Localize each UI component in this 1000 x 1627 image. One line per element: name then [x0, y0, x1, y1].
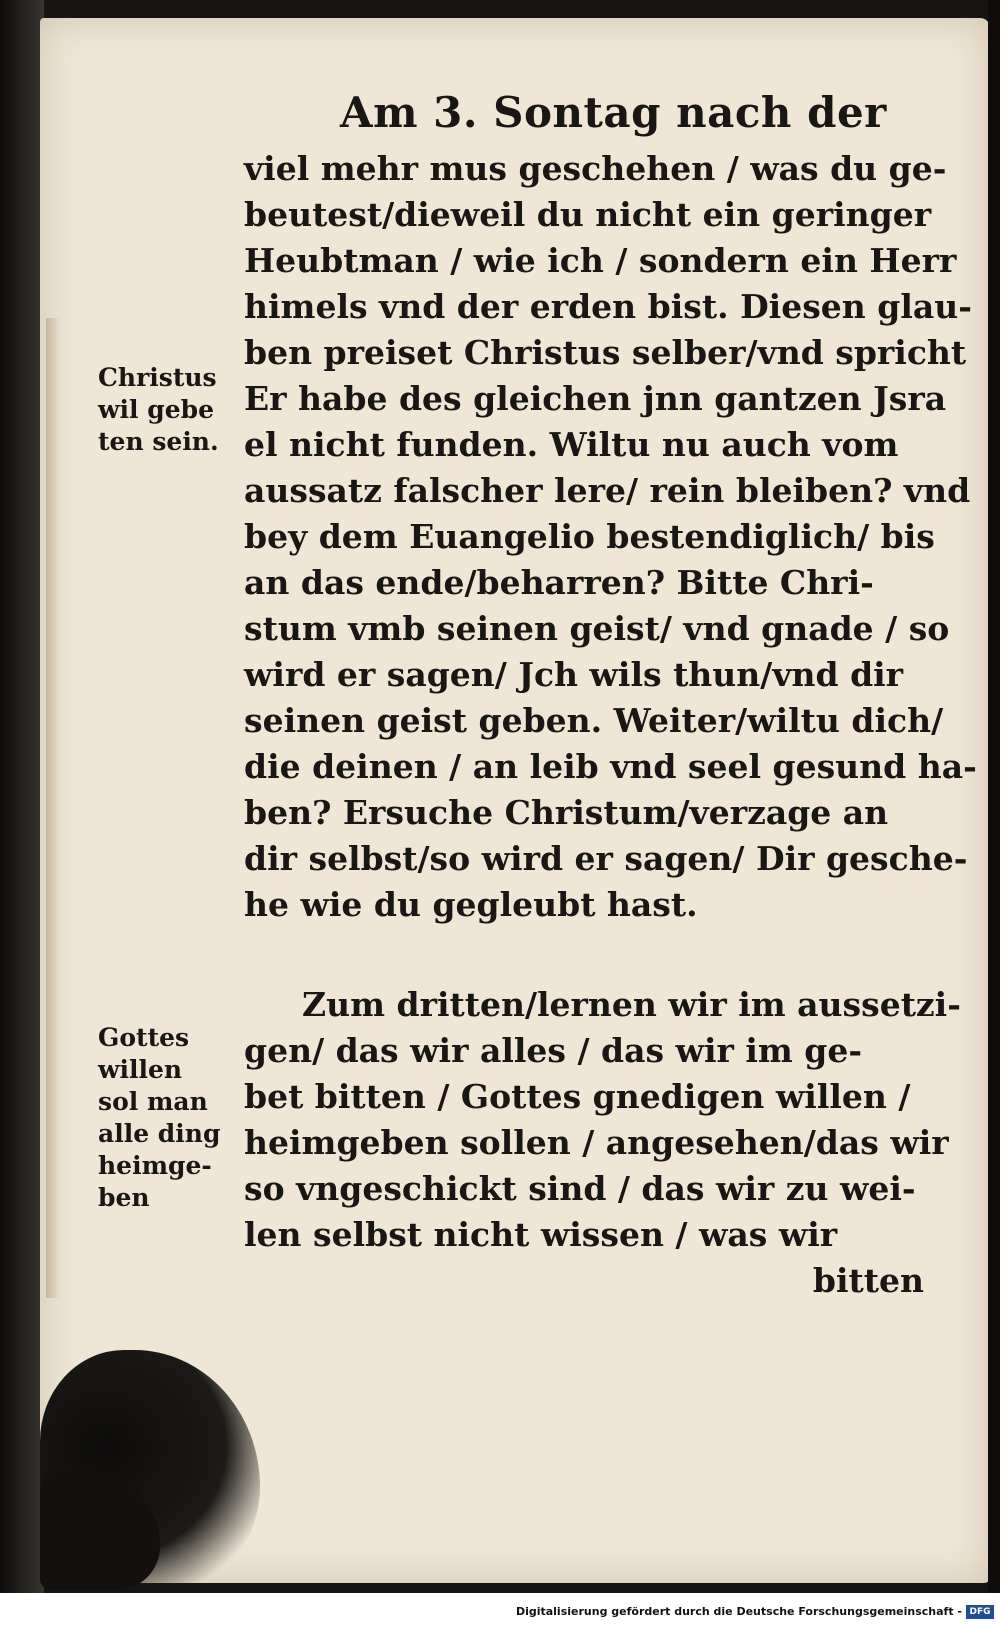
catchword: bitten: [812, 1261, 924, 1300]
text-line: ben preiset Christus selber/vnd spricht: [244, 333, 967, 372]
text-line: heimgeben sollen / angesehen/das wir: [244, 1123, 949, 1162]
margin-note-line: heimge-: [98, 1151, 212, 1180]
text-line: he wie du gegleubt hast.: [244, 885, 698, 924]
text-line: Zum dritten/lernen wir im aussetzi-: [302, 985, 961, 1024]
text-line: himels vnd der erden bist. Diesen glau-: [244, 287, 972, 326]
text-line: stum vmb seinen geist/ vnd gnade / so: [244, 609, 950, 648]
text-line: Heubtman / wie ich / sondern ein Herr: [244, 241, 957, 280]
right-edge-shadow: [988, 0, 1000, 1627]
margin-note-gottes: [98, 1022, 238, 1214]
text-line: aussatz falscher lere/ rein bleiben? vnd: [244, 471, 971, 510]
margin-note-line: ten sein.: [98, 427, 219, 456]
text-line: beutest/dieweil du nicht ein geringer: [244, 195, 932, 234]
margin-note-line: alle ding: [98, 1119, 221, 1148]
footer-bar: [0, 1593, 1000, 1627]
margin-note-line: ben: [98, 1183, 150, 1212]
running-heading: Am 3. Sontag nach der: [340, 88, 887, 137]
text-line: die deinen / an leib vnd seel gesund ha-: [244, 747, 977, 786]
text-line: an das ende/beharren? Bitte Chri-: [244, 563, 874, 602]
margin-note-line: Christus: [98, 363, 217, 392]
margin-note-line: willen: [98, 1055, 183, 1084]
margin-note-line: sol man: [98, 1087, 208, 1116]
main-text-block: [244, 146, 977, 1304]
book-binding: [0, 0, 44, 1627]
margin-note-line: Gottes: [98, 1023, 190, 1052]
margin-note-line: wil gebe: [98, 395, 214, 424]
page-fold-shadow: [46, 318, 60, 1298]
paragraph-gap: [244, 928, 924, 982]
text-line: viel mehr mus geschehen / was du ge-: [244, 149, 947, 188]
dfg-logo: DFG: [966, 1605, 994, 1619]
funding-credit: Digitalisierung gefördert durch die Deutsche Forschungsgemeinschaft -: [515, 1605, 962, 1618]
text-line: bet bitten / Gottes gnedigen willen /: [244, 1077, 911, 1116]
text-line: len selbst nicht wissen / was wir: [244, 1215, 838, 1254]
text-line: dir selbst/so wird er sagen/ Dir gesche-: [244, 839, 968, 878]
text-line: seinen geist geben. Weiter/wiltu dich/: [244, 701, 944, 740]
text-line: bey dem Euangelio bestendiglich/ bis: [244, 517, 935, 556]
text-line: gen/ das wir alles / das wir im ge-: [244, 1031, 863, 1070]
text-line: so vngeschickt sind / das wir zu wei-: [244, 1169, 916, 1208]
text-line: wird er sagen/ Jch wils thun/vnd dir: [244, 655, 904, 694]
text-line: ben? Ersuche Christum/verzage an: [244, 793, 889, 832]
margin-note-christus: [98, 362, 238, 458]
text-line: Er habe des gleichen jnn gantzen Jsra: [244, 379, 947, 418]
text-line: el nicht funden. Wiltu nu auch vom: [244, 425, 899, 464]
